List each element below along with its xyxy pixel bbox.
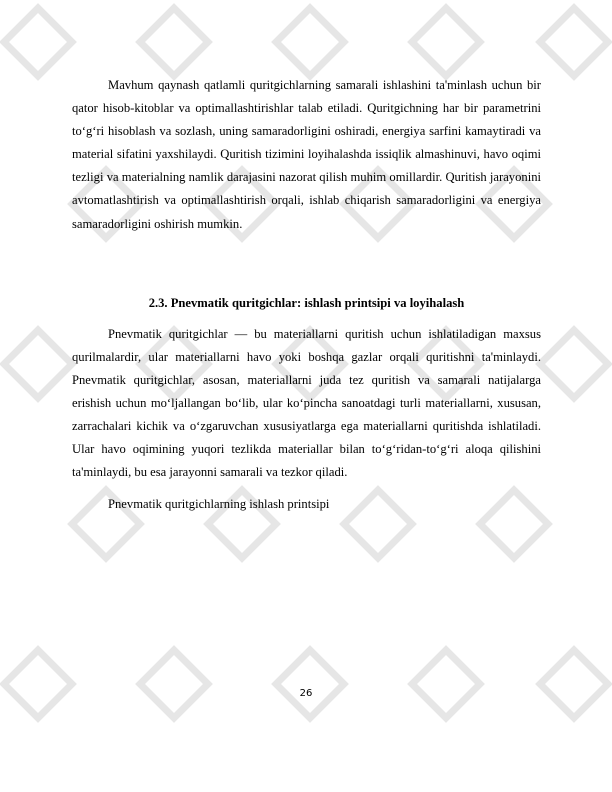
section-heading: 2.3. Pnevmatik quritgichlar: ishlash printsipi va loyihalash — [148, 295, 465, 310]
body-paragraph: Pnevmatik quritgichlar — bu materiallarni quritish uchun ishlatiladigan maxsus qurilmalardir, ular materiallarni havo yoki boshqa gazlar orqali quritishni ta'minlaydi. Pnevmatik quritgichlar, asosan, materiallarni juda tez quritish va samarali natijalarga erishish uchun mo‘ljallangan bo‘lib, ular ko‘pincha sanoatdagi turli materiallarni, xususan, zarrachalari kichik va o‘zgaruvchan xususiyatlarga ega materiallarni quritishda ishlatiladi. Ular havo oqimining yuqori tezlikda materiallar bilan to‘g‘ridan-to‘g‘ri aloqa qilishini ta'minlaydi, bu esa jarayonni samarali va tezkor qiladi. — [72, 326, 541, 480]
page-number: 26 — [299, 688, 313, 699]
page-content — [72, 74, 541, 516]
body-paragraph: Pnevmatik quritgichlarning ishlash printsipi — [108, 497, 330, 512]
body-paragraph: Mavhum qaynash qatlamli quritgichlarning samarali ishlashini ta'minlash uchun bir qator hisob-kitoblar va optimallashtirishlar talab etiladi. Quritgichning har bir parametrini to‘g‘ri hisoblash va sozlash, uning samaradorligini oshiradi, energiya sarfini kamaytiradi va material sifatini yaxshilaydi. Quritish tizimini loyihalashda issiqlik almashinuvi, havo oqimi tezligi va materialning namlik darajasini nazorat qilish muhim omillardir. Quritish jarayonini avtomatlashtirish va optimallashtirish orqali, ishlab chiqarish samaradorligini va energiya samaradorligini oshirish mumkin. — [72, 78, 541, 231]
